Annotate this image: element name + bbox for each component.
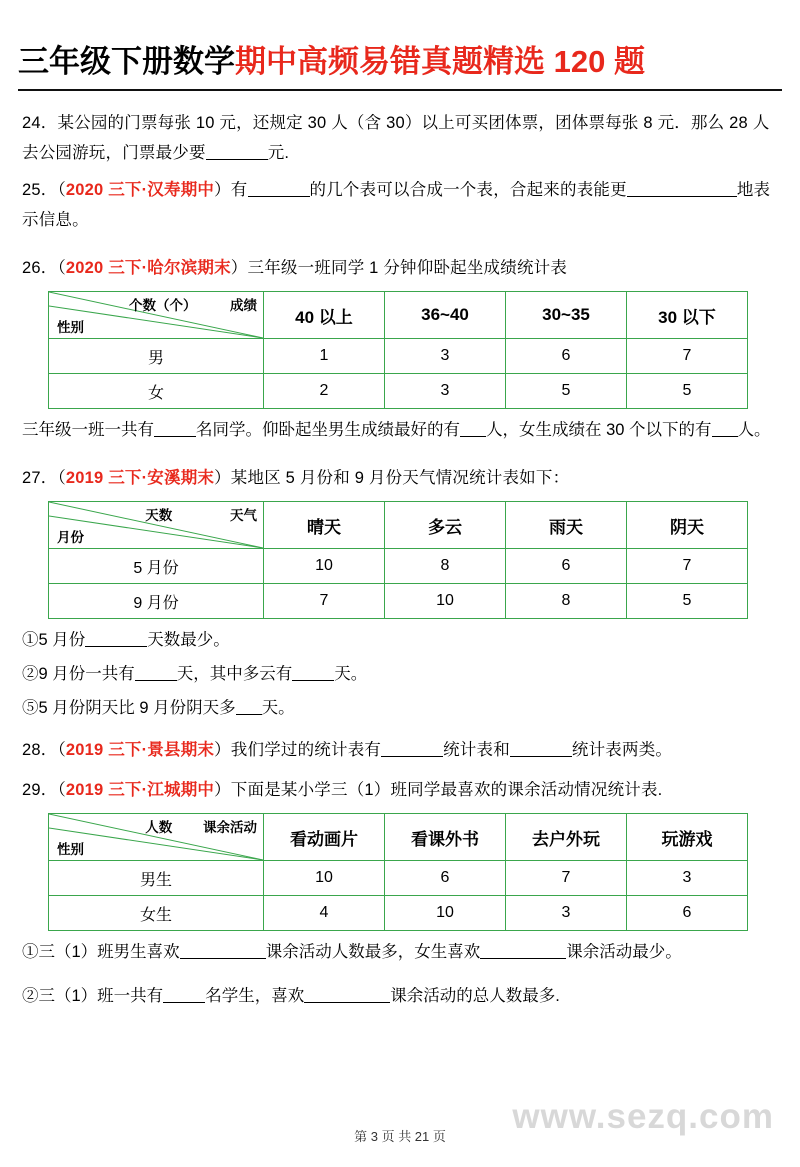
table-cell: 6 (506, 339, 627, 374)
table-cell: 4 (264, 896, 385, 931)
document-content (22, 91, 778, 1011)
question-27-sub-1 (22, 625, 778, 655)
table-cell: 2 (264, 374, 385, 409)
table-cell: 3 (385, 339, 506, 374)
page-number: 第 3 页 共 21 页 (354, 1129, 446, 1144)
title-red-part: 期中高频易错真题精选 120 题 (235, 44, 645, 79)
question-27-sub-3 (22, 693, 778, 723)
document-page (0, 36, 800, 1167)
corner-label-bottom-left: 月份 (57, 530, 84, 545)
answer-blank[interactable] (163, 986, 205, 1003)
table-cell: 8 (385, 549, 506, 584)
question-29-text: ）下面是某小学三（1）班同学最喜欢的课余活动情况统计表. (214, 781, 663, 799)
question-29-number: 29．（ (22, 781, 66, 799)
q27-s2-a: ②9 月份一共有 (22, 665, 135, 683)
table-cell: 10 (264, 861, 385, 896)
question-25-source: 2020 三下·汉寿期中 (65, 181, 215, 199)
table-row (49, 374, 748, 409)
table-cell: 5 (627, 584, 748, 619)
corner-label-top-right: 天气 (230, 508, 257, 523)
question-28-source: 2019 三下·景县期末 (65, 741, 215, 759)
table-header-cell: 玩游戏 (627, 814, 748, 861)
q26-follow-d: 人。 (737, 421, 771, 439)
row-label: 男 (49, 339, 264, 374)
q27-s1-b: 天数最少。 (147, 631, 230, 649)
question-29-sub-2 (22, 981, 778, 1011)
watermark: www.sezq.com (512, 1097, 774, 1136)
table-header-cell: 去户外玩 (506, 814, 627, 861)
table-cell: 7 (506, 861, 627, 896)
table-26 (48, 291, 748, 409)
table-corner-cell (49, 292, 264, 339)
row-label: 9 月份 (49, 584, 264, 619)
table-header-cell: 晴天 (264, 502, 385, 549)
page-footer (0, 1126, 800, 1145)
answer-blank[interactable] (135, 664, 177, 681)
q28-b: 统计表和 (443, 741, 510, 759)
corner-label-top-mid: 天数 (145, 508, 173, 523)
answer-blank[interactable] (292, 664, 334, 681)
answer-blank[interactable] (154, 420, 196, 437)
table-cell: 5 (627, 374, 748, 409)
q26-follow-c: 人，女生成绩在 30 个以下的有 (486, 421, 712, 439)
question-29-sub-1 (22, 937, 778, 967)
answer-blank[interactable] (248, 180, 310, 197)
question-25-part-b: 的几个表可以合成一个表，合起来的表能更 (309, 181, 627, 199)
table-header-cell: 30~35 (506, 292, 627, 339)
q27-s3-a: ⑤5 月份阴天比 9 月份阴天多 (22, 699, 236, 717)
q28-c: 统计表两类。 (571, 741, 673, 759)
table-cell: 5 (506, 374, 627, 409)
answer-blank[interactable] (460, 420, 486, 437)
table-header-row (49, 292, 748, 339)
answer-blank[interactable] (510, 740, 572, 757)
table-header-cell: 多云 (385, 502, 506, 549)
row-label: 女生 (49, 896, 264, 931)
table-row (49, 896, 748, 931)
corner-label-bottom-left: 性别 (57, 842, 84, 857)
q29-s2-c: 课余活动的总人数最多. (390, 987, 560, 1005)
table-row (49, 549, 748, 584)
corner-label-top-right: 课余活动 (203, 820, 257, 835)
table-27 (48, 501, 748, 619)
table-header-row (49, 814, 748, 861)
q27-s1-a: ①5 月份 (22, 631, 86, 649)
corner-label-top-right: 成绩 (230, 298, 257, 313)
answer-blank[interactable] (627, 180, 737, 197)
table-corner-cell (49, 814, 264, 861)
q27-s3-b: 天。 (261, 699, 295, 717)
page-title (18, 36, 782, 91)
question-26-source: 2020 三下·哈尔滨期末 (65, 259, 231, 277)
answer-blank[interactable] (381, 740, 443, 757)
question-29-source: 2019 三下·江城期中 (65, 781, 215, 799)
question-26 (22, 253, 778, 283)
question-26-followup (22, 415, 778, 445)
table-header-cell: 36~40 (385, 292, 506, 339)
question-27 (22, 463, 778, 493)
corner-label-bottom-left: 性别 (57, 320, 84, 335)
table-cell: 6 (385, 861, 506, 896)
table-header-cell: 看课外书 (385, 814, 506, 861)
table-cell: 10 (385, 896, 506, 931)
q28-a: ）我们学过的统计表有 (214, 741, 382, 759)
question-28-number: 28．（ (22, 741, 66, 759)
question-29 (22, 775, 778, 805)
answer-blank[interactable] (480, 942, 566, 959)
question-27-number: 27．（ (22, 469, 66, 487)
q27-s2-b: 天，其中多云有 (176, 665, 293, 683)
table-cell: 10 (264, 549, 385, 584)
q26-follow-b: 名同学。仰卧起坐男生成绩最好的有 (196, 421, 460, 439)
table-header-row (49, 502, 748, 549)
table-cell: 7 (264, 584, 385, 619)
q29-s2-a: ②三（1）班一共有 (22, 987, 164, 1005)
answer-blank[interactable] (206, 143, 268, 160)
answer-blank[interactable] (712, 420, 738, 437)
table-cell: 6 (627, 896, 748, 931)
table-cell: 7 (627, 339, 748, 374)
question-24 (22, 108, 778, 168)
q26-follow-a: 三年级一班一共有 (22, 421, 154, 439)
table-cell: 1 (264, 339, 385, 374)
row-label: 5 月份 (49, 549, 264, 584)
answer-blank[interactable] (180, 942, 266, 959)
row-label: 女 (49, 374, 264, 409)
table-cell: 6 (506, 549, 627, 584)
row-label: 男生 (49, 861, 264, 896)
table-header-cell: 30 以下 (627, 292, 748, 339)
table-header-cell: 雨天 (506, 502, 627, 549)
table-cell: 7 (627, 549, 748, 584)
table-row (49, 339, 748, 374)
answer-blank[interactable] (304, 986, 390, 1003)
table-row (49, 584, 748, 619)
question-26-text: ）三年级一班同学 1 分钟仰卧起坐成绩统计表 (230, 259, 568, 277)
title-black-part: 三年级下册数学 (18, 44, 235, 79)
q29-s1-a: ①三（1）班男生喜欢 (22, 943, 180, 961)
table-header-cell: 40 以上 (264, 292, 385, 339)
table-cell: 10 (385, 584, 506, 619)
question-27-sub-2 (22, 659, 778, 689)
table-header-cell: 阴天 (627, 502, 748, 549)
q29-s2-b: 名学生，喜欢 (205, 987, 305, 1005)
table-cell: 3 (506, 896, 627, 931)
question-24-text: 24．某公园的门票每张 10 元，还规定 30 人（含 30）以上可买团体票，团体票每张 8 元．那么 28 人去公园游玩，门票最少要 (22, 114, 770, 162)
question-26-number: 26．（ (22, 259, 66, 277)
table-cell: 3 (627, 861, 748, 896)
table-row (49, 861, 748, 896)
table-corner-cell (49, 502, 264, 549)
question-25-part-a: ）有 (214, 181, 248, 199)
question-25-number: 25．（ (22, 181, 66, 199)
answer-blank[interactable] (236, 698, 262, 715)
table-cell: 8 (506, 584, 627, 619)
question-25 (22, 175, 778, 235)
table-header-cell: 看动画片 (264, 814, 385, 861)
q27-s2-c: 天。 (334, 665, 368, 683)
question-28 (22, 735, 778, 765)
question-27-source: 2019 三下·安溪期末 (65, 469, 215, 487)
q29-s1-c: 课余活动最少。 (566, 943, 682, 961)
answer-blank[interactable] (85, 630, 147, 647)
corner-label-top-mid: 个数（个） (129, 298, 197, 313)
question-24-tail: 元. (267, 144, 290, 162)
table-29 (48, 813, 748, 931)
corner-label-top-mid: 人数 (145, 820, 173, 835)
question-27-text: ）某地区 5 月份和 9 月份天气情况统计表如下： (214, 469, 570, 487)
table-cell: 3 (385, 374, 506, 409)
q29-s1-b: 课余活动人数最多，女生喜欢 (265, 943, 481, 961)
question-25-part-c: 地表示信息。 (22, 181, 771, 229)
